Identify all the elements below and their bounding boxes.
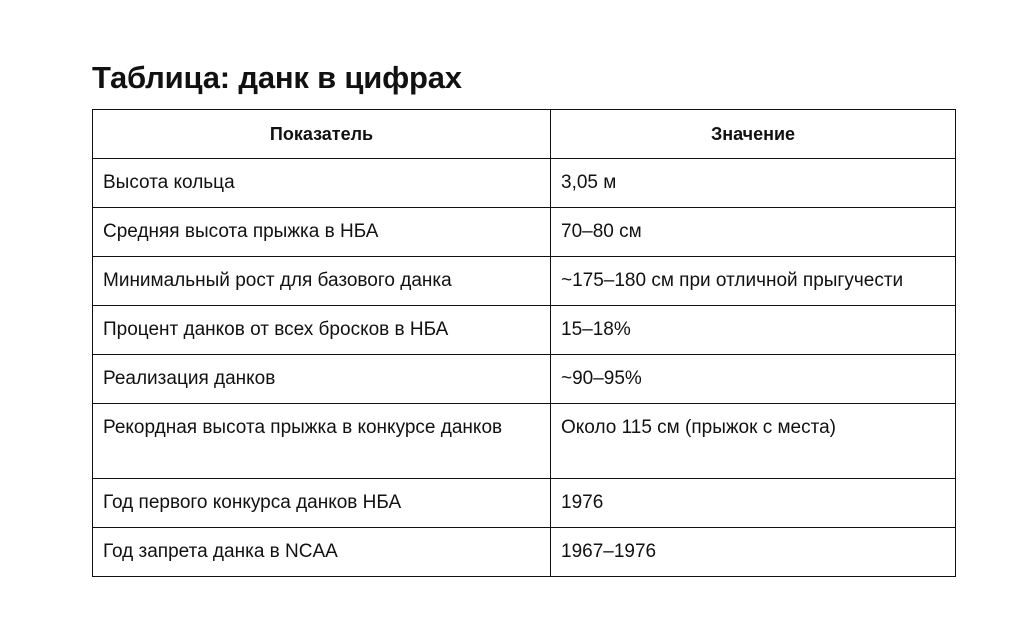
row-value: 1976 [551,479,956,528]
row-value: Около 115 см (прыжок с места) [551,404,956,479]
row-label: Минимальный рост для базового данка [93,257,551,306]
data-table [92,109,956,577]
row-label: Год запрета данка в NCAA [93,528,551,577]
table-row [93,404,956,479]
table-row [93,306,956,355]
row-label: Процент данков от всех бросков в НБА [93,306,551,355]
row-label: Рекордная высота прыжка в конкурсе данков [93,404,551,479]
row-label: Реализация данков [93,355,551,404]
page-title: Таблица: данк в цифрах [92,60,462,95]
document [92,56,956,562]
table-row [93,528,956,577]
table-row [93,159,956,208]
table-row [93,257,956,306]
table-row [93,208,956,257]
table-row [93,479,956,528]
table-row [93,355,956,404]
column-header-indicator: Показатель [93,110,551,159]
row-label: Средняя высота прыжка в НБА [93,208,551,257]
row-value: 70–80 см [551,208,956,257]
row-label: Год первого конкурса данков НБА [93,479,551,528]
row-value: 3,05 м [551,159,956,208]
row-value: 1967–1976 [551,528,956,577]
row-value: 15–18% [551,306,956,355]
column-header-value: Значение [551,110,956,159]
row-label: Высота кольца [93,159,551,208]
row-value: ~90–95% [551,355,956,404]
row-value: ~175–180 см при отличной прыгучести [551,257,956,306]
table-header-row [93,110,956,159]
